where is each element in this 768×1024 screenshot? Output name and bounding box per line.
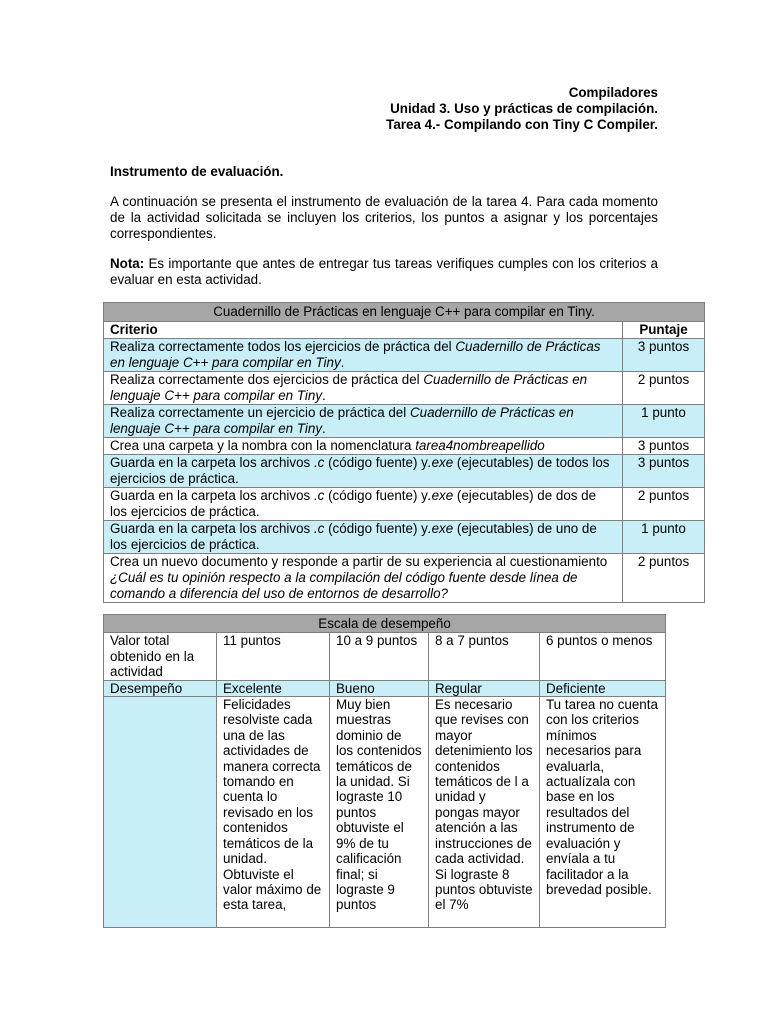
puntaje-header: Puntaje — [623, 322, 705, 339]
criteria-table — [103, 302, 705, 603]
unit-title: Unidad 3. Uso y prácticas de compilación. — [390, 101, 658, 116]
total-cell: 8 a 7 puntos — [429, 633, 540, 680]
table-row — [104, 521, 705, 554]
level-cell: Regular — [429, 680, 540, 696]
scale-table-title: Escala de desempeño — [104, 615, 666, 633]
document-header — [110, 85, 658, 133]
description-cell: Felicidades resolviste cada una de las actividades de manera correcta tomando en cuenta lo revisado en los contenidos temáticos de la unidad. Obtuviste el valor máximo de esta tarea, — [217, 697, 330, 928]
criteria-table-title: Cuadernillo de Prácticas en lenguaje C++ para compilar en Tiny. — [104, 303, 705, 322]
points-cell: 1 punto — [623, 405, 705, 438]
points-cell: 1 punto — [623, 521, 705, 554]
task-title: Tarea 4.- Compilando con Tiny C Compiler. — [386, 117, 658, 132]
table-row — [104, 697, 666, 928]
total-cell: 11 puntos — [217, 633, 330, 680]
table-row — [104, 488, 705, 521]
total-cell: 10 a 9 puntos — [330, 633, 429, 680]
level-label: Desempeño — [104, 680, 217, 696]
points-cell: 2 puntos — [623, 554, 705, 603]
criterion-cell: Crea una carpeta y la nombra con la nomenclatura tarea4nombreapellido — [104, 438, 623, 455]
points-cell: 2 puntos — [623, 488, 705, 521]
points-cell: 3 puntos — [623, 438, 705, 455]
table-row — [104, 680, 666, 696]
table-row — [104, 405, 705, 438]
table-row — [104, 438, 705, 455]
level-cell: Bueno — [330, 680, 429, 696]
note-label: Nota: — [110, 256, 145, 271]
note-paragraph — [110, 256, 658, 288]
criterio-header: Criterio — [104, 322, 623, 339]
level-cell: Deficiente — [540, 680, 666, 696]
criterion-cell: Guarda en la carpeta los archivos .c (código fuente) y.exe (ejecutables) de dos de los ejercicios de práctica. — [104, 488, 623, 521]
total-label: Valor total obtenido en la actividad — [104, 633, 217, 680]
table-row — [104, 372, 705, 405]
description-cell: Muy bien muestras dominio de los contenidos temáticos de la unidad. Si lograste 10 puntos obtuviste el 9% de tu calificación final; si lograste 9 puntos — [330, 697, 429, 928]
description-cell: Tu tarea no cuenta con los criterios mínimos necesarios para evaluarla, actualízala con base en los resultados del instrumento de evaluación y envíala a tu facilitador a la brevedad posible. — [540, 697, 666, 928]
intro-paragraph: A continuación se presenta el instrumento de evaluación de la tarea 4. Para cada momento de la actividad solicitada se incluyen los criterios, los puntos a asignar y los porcentajes correspondientes. — [110, 194, 658, 241]
points-cell: 3 puntos — [623, 455, 705, 488]
note-text: Es importante que antes de entregar tus tareas verifiques cumples con los criterios a evaluar en esta actividad. — [110, 256, 658, 287]
criterion-cell: Realiza correctamente un ejercicio de práctica del Cuadernillo de Prácticas en lenguaje C++ para compilar en Tiny. — [104, 405, 623, 438]
points-cell: 2 puntos — [623, 372, 705, 405]
level-cell: Excelente — [217, 680, 330, 696]
criterion-cell: Crea un nuevo documento y responde a partir de su experiencia al cuestionamiento ¿Cuál es tu opinión respecto a la compilación del código fuente desde línea de comando a diferencia del uso de entornos de desarrollo? — [104, 554, 623, 603]
criterion-cell: Guarda en la carpeta los archivos .c (código fuente) y.exe (ejecutables) de uno de los ejercicios de práctica. — [104, 521, 623, 554]
criterion-cell: Realiza correctamente dos ejercicios de práctica del Cuadernillo de Prácticas en lenguaje C++ para compilar en Tiny. — [104, 372, 623, 405]
description-cell: Es necesario que revises con mayor detenimiento los contenidos temáticos de l a unidad y pongas mayor atención a las instrucciones de cada actividad. Si lograste 8 puntos obtuviste el 7% — [429, 697, 540, 928]
total-cell: 6 puntos o menos — [540, 633, 666, 680]
performance-scale-table — [103, 614, 666, 928]
criterion-cell: Guarda en la carpeta los archivos .c (código fuente) y.exe (ejecutables) de todos los ejercicios de práctica. — [104, 455, 623, 488]
table-row — [104, 633, 666, 680]
criterion-cell: Realiza correctamente todos los ejercicios de práctica del Cuadernillo de Prácticas en lenguaje C++ para compilar en Tiny. — [104, 339, 623, 372]
table-row — [104, 455, 705, 488]
instrument-title: Instrumento de evaluación. — [110, 164, 284, 179]
course-title: Compiladores — [568, 85, 658, 100]
table-row — [104, 339, 705, 372]
points-cell: 3 puntos — [623, 339, 705, 372]
description-label-cell — [104, 697, 217, 928]
table-row — [104, 554, 705, 603]
